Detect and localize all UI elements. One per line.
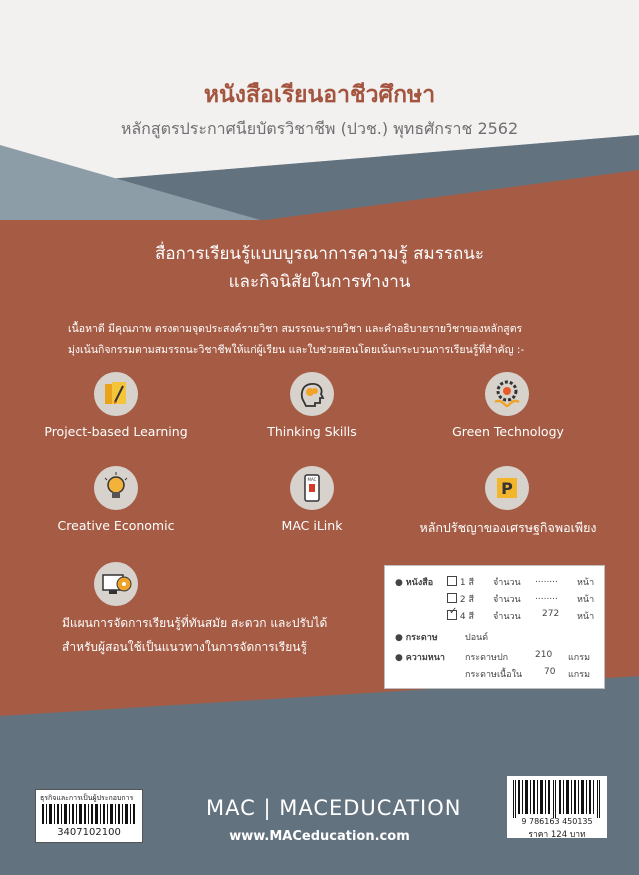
plan-line-2: สำหรับผู้สอนใช้เป็นแนวทางในการจัดการเรียนรู้: [62, 640, 307, 654]
color-checkbox-3-checked: ✓: [447, 610, 457, 620]
head-brain-icon: [290, 372, 334, 416]
lesson-plan-text: [62, 611, 352, 659]
logo-text: MAC | MACEDUCATION: [206, 796, 462, 820]
count-label-2: จำนวน: [493, 595, 521, 605]
inner-value: 70: [544, 667, 556, 677]
feature-creative-economic: Creative Economic: [57, 518, 175, 533]
subject-name: ธุรกิจและการเป็นผู้ประกอบการ: [40, 794, 134, 802]
color-option-1: 1 สี: [459, 578, 474, 588]
feature-project-based-learning: Project-based Learning: [44, 424, 188, 439]
gear-leaf-icon: [485, 372, 529, 416]
unit-2: หน้า: [577, 595, 595, 605]
count-label-1: จำนวน: [493, 578, 521, 588]
unit-1: หน้า: [577, 578, 595, 588]
feature-mac-ilink: MAC iLink: [281, 518, 343, 533]
count-label-3: จำนวน: [493, 612, 521, 622]
computer-disc-icon: [94, 562, 138, 606]
unit-3: หน้า: [577, 612, 595, 622]
isbn-barcode: [513, 780, 601, 818]
inner-label: กระดาษเนื้อใน: [465, 670, 523, 680]
intro-line-2: มุ่งเน้นกิจกรรมตามสมรรถนะวิชาชีพให้แก่ผู้เรียน และใบช่วยสอนโดยเน้นกระบวนการเรียนรู้ที่สำคัญ :-: [68, 344, 525, 356]
paper-value: ปอนด์: [465, 633, 489, 643]
feature-green-technology: Green Technology: [452, 424, 564, 439]
color-option-3: 4 สี: [459, 612, 474, 622]
intro-line-1: เนื้อหาดี มีคุณภาพ ตรงตามจุดประสงค์รายวิชา สมรรถนะรายวิชา และคำอธิบายรายวิชาของหลักสูตร: [68, 323, 523, 335]
bullet: ●: [395, 578, 403, 588]
feature-sufficiency-economy: หลักปรัชญาของเศรษฐกิจพอเพียง: [419, 520, 597, 535]
cover-label: กระดาษปก: [465, 653, 509, 663]
subject-barcode: [42, 804, 136, 824]
cover-value: 210: [535, 650, 553, 660]
website-url: www.MACeducation.com: [229, 829, 410, 844]
thickness-label: ความหนา: [405, 653, 445, 663]
intro-text: [68, 319, 588, 361]
svg-text:P: P: [501, 479, 513, 498]
headline: [0, 240, 639, 296]
mac-education-logo: [206, 796, 461, 820]
isbn-barcode-box: [507, 776, 607, 838]
headline-line-2: และกิจนิสัยในการทำงาน: [228, 272, 411, 292]
print-spec-box: ● หนังสือ 1 สี จำนวน ........ หน้า 2 สี จำนวน ........ หน้า ✓ 4 สี จำนวน 272 หน้า ● กระดาษ ปอนด์ ● ความหนา กระดาษปก 210 แกรม กระดาษเนื้อใน 70 แกรม: [384, 565, 605, 689]
feature-thinking-skills: Thinking Skills: [267, 424, 357, 439]
color-checkbox-2: [447, 593, 457, 603]
inner-unit: แกรม: [568, 670, 591, 680]
book-subtitle: หลักสูตรประกาศนียบัตรวิชาชีพ (ปวช.) พุทธศักราช 2562: [120, 119, 519, 138]
sufficiency-p-icon: [485, 466, 529, 510]
cover-unit: แกรม: [568, 653, 591, 663]
svg-text:MAC: MAC: [307, 477, 317, 482]
isbn-number: 9 786163 450135: [521, 817, 593, 826]
page-count-1: ........: [535, 575, 558, 585]
book-label: หนังสือ: [405, 578, 434, 588]
color-option-2: 2 สี: [459, 595, 474, 605]
plan-line-1: มีแผนการจัดการเรียนรู้ที่ทันสมัย สะดวก และปรับได้: [62, 616, 328, 630]
paper-label: กระดาษ: [405, 633, 438, 643]
book-title: หนังสือเรียนอาชีวศึกษา: [203, 82, 436, 108]
phone-link-icon: [290, 466, 334, 510]
headline-line-1: สื่อการเรียนรู้แบบบูรณาการความรู้ สมรรถนะ: [154, 244, 485, 264]
folder-pencil-icon: [94, 372, 138, 416]
page-count-3: 272: [542, 609, 560, 619]
light-bulb-icon: [94, 466, 138, 510]
subject-code: 3407102100: [57, 827, 121, 838]
color-checkbox-1: [447, 576, 457, 586]
price: ราคา 124 บาท: [528, 830, 586, 840]
page-count-2: ........: [535, 592, 558, 602]
